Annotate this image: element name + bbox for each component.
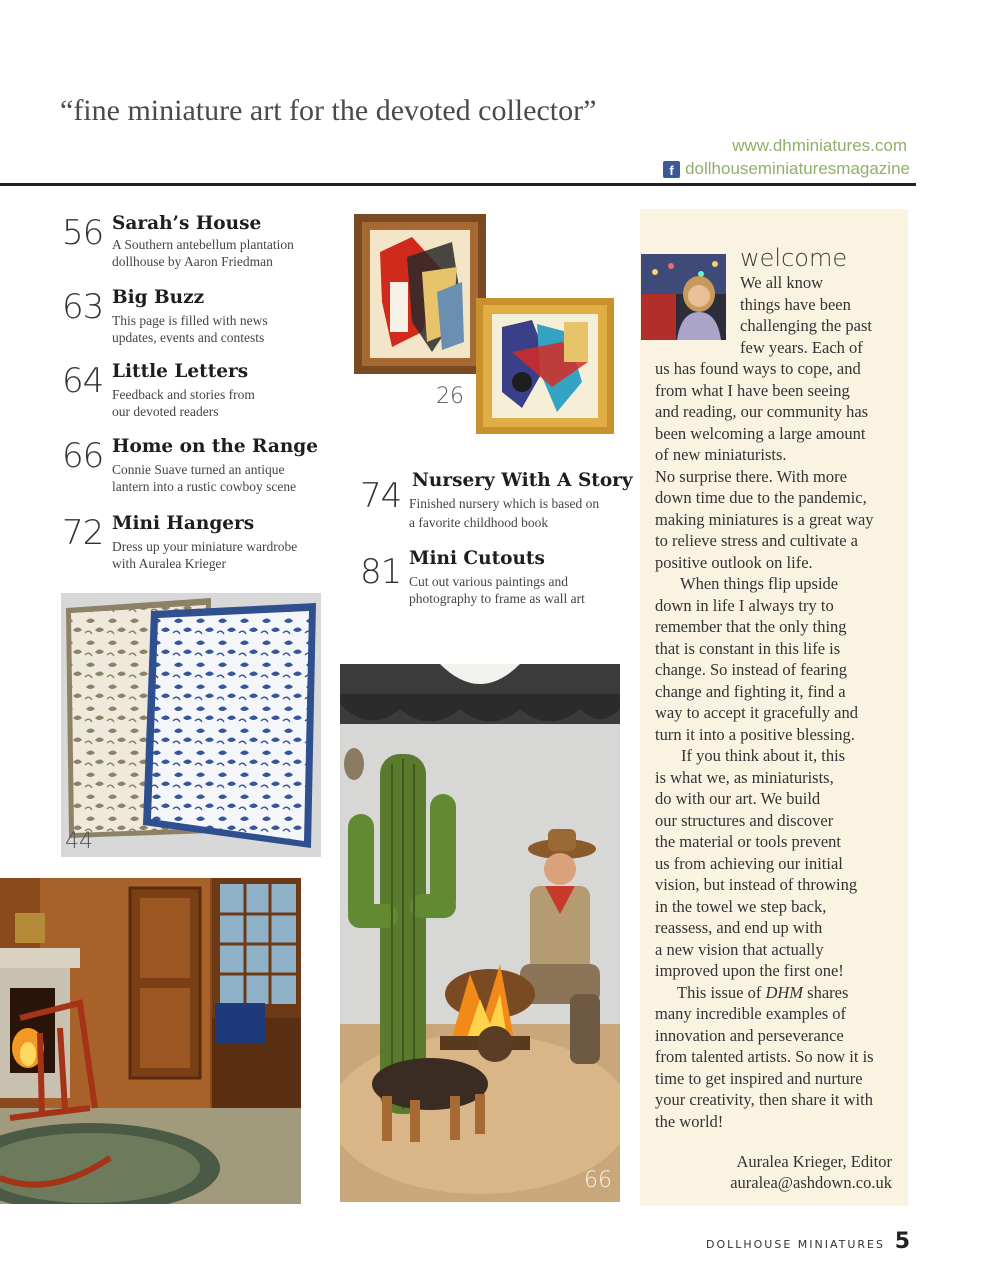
toc-title: Mini Cutouts	[409, 548, 545, 569]
editor-email[interactable]: auralea@ashdown.co.uk	[730, 1173, 892, 1192]
toc-page-number: 74	[360, 476, 402, 516]
welcome-letter-line: improved upon the first one!	[655, 961, 844, 980]
welcome-letter-line: reassess, and end up with	[655, 918, 823, 937]
welcome-letter-line: a new vision that actually	[655, 939, 824, 959]
rugs-photo[interactable]	[61, 593, 321, 857]
welcome-letter-line: many incredible examples of	[655, 1004, 847, 1023]
welcome-letter-line: vision, but instead of throwing	[655, 875, 858, 894]
toc-entry-mini-cutouts[interactable]	[360, 548, 630, 608]
welcome-letter-line: us from achieving our initial	[655, 853, 843, 873]
photo-page-label: 26	[436, 384, 464, 409]
welcome-letter-line: that is constant in this life is	[655, 638, 841, 658]
welcome-letter-line: We all know	[740, 273, 823, 292]
welcome-letter-line: turn it into a positive blessing.	[655, 724, 855, 744]
toc-page-number: 66	[62, 436, 104, 476]
toc-page-number: 63	[62, 287, 104, 327]
facebook-link[interactable]	[663, 159, 910, 179]
welcome-letter-line: This issue of DHM shares	[677, 982, 849, 1002]
welcome-letter-line: things have been	[740, 294, 851, 314]
toc-description: Feedback and stories from our devoted readers	[112, 387, 255, 419]
welcome-letter-line: us has found ways to cope, and	[655, 359, 861, 378]
toc-entry-big-buzz[interactable]	[62, 287, 332, 347]
welcome-letter-line: change and fighting it, find a	[655, 681, 846, 701]
toc-title: Sarah’s House	[112, 213, 262, 234]
website-link[interactable]: www.dhminiatures.com	[732, 136, 907, 155]
facebook-handle: dollhouseminiaturesmagazine	[685, 159, 910, 178]
toc-entry-mini-hangers[interactable]	[62, 513, 332, 573]
photo-page-label: 44	[65, 829, 93, 854]
welcome-letter-line: down time due to the pandemic,	[655, 488, 867, 507]
facebook-icon: f	[663, 161, 680, 178]
welcome-letter-line: making miniatures is a great way	[655, 509, 874, 529]
welcome-letter-line: from talented artists. So now it is	[655, 1047, 874, 1066]
editor-portrait	[641, 254, 726, 340]
welcome-letter-line: few years. Each of	[740, 337, 863, 357]
welcome-letter-line: our structures and discover	[655, 810, 834, 830]
welcome-letter-line: do with our art. We build	[655, 789, 821, 808]
welcome-letter-line: and reading, our community has	[655, 402, 869, 421]
welcome-letter-line: positive outlook on life.	[655, 552, 813, 572]
welcome-letter-line: your creativity, then share it with	[655, 1090, 873, 1109]
welcome-letter-line: is what we, as miniaturists,	[655, 767, 834, 787]
welcome-letter-line: to relieve stress and cultivate a	[655, 531, 858, 550]
toc-title: Mini Hangers	[112, 513, 255, 534]
welcome-letter-line: way to accept it gracefully and	[655, 703, 858, 722]
welcome-letter-line: down in life I always try to	[655, 595, 834, 615]
parlor-room-photo[interactable]	[0, 878, 301, 1204]
toc-page-number: 81	[360, 552, 402, 592]
toc-entry-home-on-the-range[interactable]	[62, 436, 332, 496]
framed-paintings-photo[interactable]	[352, 212, 617, 437]
welcome-letter-line: challenging the past	[740, 316, 872, 335]
toc-page-number: 64	[62, 361, 104, 401]
welcome-letter-line: No surprise there. With more	[655, 466, 847, 486]
framed-paintings-illustration	[352, 212, 617, 437]
editor-portrait-illustration	[641, 254, 726, 340]
toc-page-number: 72	[62, 513, 104, 553]
page-number: 5	[894, 1229, 910, 1254]
toc-description: Cut out various paintings and photography to frame as wall art	[409, 574, 585, 606]
toc-title: Big Buzz	[112, 287, 205, 308]
toc-title: Little Letters	[112, 361, 249, 382]
toc-description: Finished nursery which is based on a favorite childhood book	[409, 496, 600, 530]
welcome-letter-line: the material or tools prevent	[655, 832, 842, 851]
toc-entry-nursery-with-a-story[interactable]	[360, 470, 633, 530]
editor-signature: Auralea Krieger, Editor	[736, 1152, 892, 1171]
welcome-letter-line: time to get inspired and nurture	[655, 1068, 863, 1088]
parlor-room-illustration	[0, 878, 301, 1204]
welcome-letter-line: If you think about it, this	[681, 746, 846, 765]
toc-description: This page is filled with news updates, events and contests	[112, 313, 268, 345]
toc-entry-sarahs-house[interactable]	[62, 213, 332, 273]
photo-page-label: 66	[584, 1168, 612, 1193]
welcome-heading: welcome	[740, 244, 848, 272]
toc-description: A Southern antebellum plantation dollhouse by Aaron Friedman	[112, 237, 294, 269]
rugs-illustration	[61, 593, 321, 857]
cowboy-scene-illustration	[340, 664, 620, 1202]
toc-page-number: 56	[62, 213, 104, 253]
cowboy-scene-photo[interactable]	[340, 664, 620, 1202]
magazine-name: DOLLHOUSE MINIATURES	[705, 1238, 885, 1251]
welcome-letter-line: remember that the only thing	[655, 617, 847, 636]
welcome-letter-line: change. So instead of fearing	[655, 660, 847, 679]
welcome-letter-line: When things flip upside	[680, 574, 839, 593]
toc-description: Dress up your miniature wardrobe with Auralea Krieger	[112, 539, 298, 571]
welcome-letter-line: innovation and perseverance	[655, 1025, 844, 1045]
toc-entry-little-letters[interactable]	[62, 361, 332, 421]
toc-title: Home on the Range	[112, 436, 318, 457]
welcome-letter-line: in the towel we step back,	[655, 896, 827, 916]
header-rule	[0, 183, 916, 186]
tagline: “fine miniature art for the devoted collector”	[60, 94, 597, 127]
welcome-letter-line: the world!	[655, 1111, 724, 1131]
toc-title: Nursery With A Story	[412, 470, 633, 491]
welcome-letter-line: of new miniaturists.	[655, 445, 787, 464]
welcome-letter-line: from what I have been seeing	[655, 380, 850, 400]
toc-description: Connie Suave turned an antique lantern into a rustic cowboy scene	[112, 462, 297, 494]
welcome-letter-line: been welcoming a large amount	[655, 423, 866, 443]
